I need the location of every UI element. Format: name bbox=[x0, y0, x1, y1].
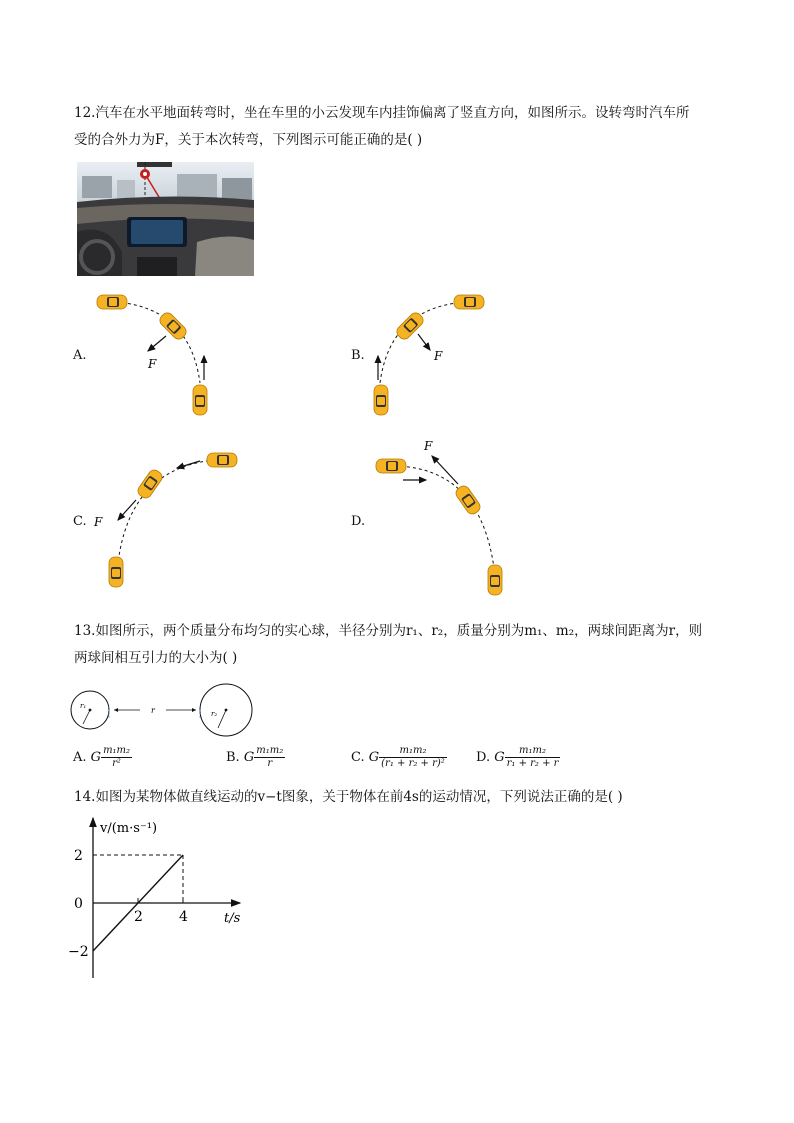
question-12 bbox=[74, 100, 724, 154]
option-c-diagram bbox=[93, 453, 237, 587]
x-tick-label: 2 bbox=[134, 909, 143, 925]
v-t-chart bbox=[60, 812, 280, 984]
option-b-diagram bbox=[374, 295, 484, 415]
option-b-label: B. bbox=[351, 348, 365, 363]
car-icon bbox=[454, 295, 484, 309]
gravitational-constant: G bbox=[494, 750, 505, 765]
question-12-line-1: 12.汽车在水平地面转弯时，坐在车里的小云发现车内挂饰偏离了竖直方向，如图所示。设转弯时汽车所 bbox=[74, 105, 690, 121]
q13-option-a bbox=[73, 745, 132, 770]
option-label: B. bbox=[226, 750, 240, 765]
car-icon bbox=[207, 453, 237, 467]
force-label: F bbox=[424, 439, 433, 453]
q13-option-c bbox=[351, 745, 447, 770]
y-tick-label: 2 bbox=[74, 848, 83, 864]
car-icon bbox=[374, 385, 388, 415]
fraction-numerator: m₁m₂ bbox=[505, 745, 561, 758]
option-a-label: A. bbox=[73, 348, 87, 363]
gravitational-constant: G bbox=[368, 750, 380, 765]
q13-option-b bbox=[226, 745, 285, 770]
car-icon bbox=[454, 484, 483, 517]
r2-label: r₂ bbox=[211, 710, 218, 718]
r-label: r bbox=[151, 706, 155, 715]
car-icon bbox=[157, 310, 188, 341]
force-arrow bbox=[118, 500, 136, 520]
car-icon bbox=[488, 565, 502, 595]
car-icon bbox=[97, 295, 127, 309]
x-tick-label: 4 bbox=[179, 909, 188, 925]
option-label: D. bbox=[476, 750, 491, 765]
force-label: F bbox=[148, 357, 157, 371]
force-arrow bbox=[148, 336, 166, 351]
y-tick-label: 0 bbox=[74, 896, 83, 912]
gravitational-constant: G bbox=[243, 750, 255, 765]
question-13-line-2: 两球间相互引力的大小为( ) bbox=[74, 650, 238, 666]
q13-option-d bbox=[476, 745, 560, 770]
force-label: F bbox=[94, 515, 103, 529]
question-14 bbox=[74, 784, 724, 811]
force-label: F bbox=[434, 349, 443, 363]
velocity-arrow bbox=[177, 461, 200, 468]
y-axis-label: v/(m·s⁻¹) bbox=[100, 821, 158, 836]
car-icon bbox=[136, 468, 165, 501]
car-icon bbox=[193, 385, 207, 415]
option-label: C. bbox=[351, 750, 365, 765]
fraction-denominator: r₁ + r₂ + r bbox=[506, 758, 559, 769]
y-tick-label: −2 bbox=[68, 944, 89, 960]
fraction-numerator: m₁m₂ bbox=[103, 745, 131, 756]
fraction-denominator: (r₁ + r₂ + r)² bbox=[381, 758, 445, 769]
force-arrow bbox=[432, 456, 458, 484]
two-spheres-diagram bbox=[68, 680, 268, 740]
question-12-line-2: 受的合外力为F，关于本次转弯，下列图示可能正确的是( ) bbox=[74, 132, 423, 148]
car-interior-photo bbox=[77, 162, 254, 276]
car-icon bbox=[376, 459, 406, 473]
force-arrow bbox=[418, 334, 430, 350]
x-axis-label: t/s bbox=[224, 911, 241, 926]
fraction-denominator: r² bbox=[112, 758, 121, 769]
question-13-line-1: 13.如图所示，两个质量分布均匀的实心球，半径分别为r₁、r₂，质量分别为m₁、m₂，两球间距离为r，则 bbox=[74, 623, 703, 639]
option-c-label: C. bbox=[73, 514, 87, 529]
option-label: A. bbox=[73, 750, 87, 765]
option-d-label: D. bbox=[351, 514, 366, 529]
option-a-diagram bbox=[97, 295, 207, 415]
question-14-line-1: 14.如图为某物体做直线运动的v−t图象，关于物体在前4s的运动情况，下列说法正确的是( ) bbox=[74, 789, 623, 805]
r1-label: r₁ bbox=[80, 702, 87, 710]
q12-option-diagrams bbox=[70, 288, 530, 608]
question-13 bbox=[74, 618, 724, 672]
fraction-denominator: r bbox=[267, 758, 273, 769]
fraction-numerator: m₁m₂ bbox=[256, 745, 284, 756]
car-icon bbox=[109, 557, 123, 587]
option-d-diagram bbox=[376, 439, 502, 595]
fraction-numerator: m₁m₂ bbox=[379, 745, 447, 758]
gravitational-constant: G bbox=[90, 750, 102, 765]
